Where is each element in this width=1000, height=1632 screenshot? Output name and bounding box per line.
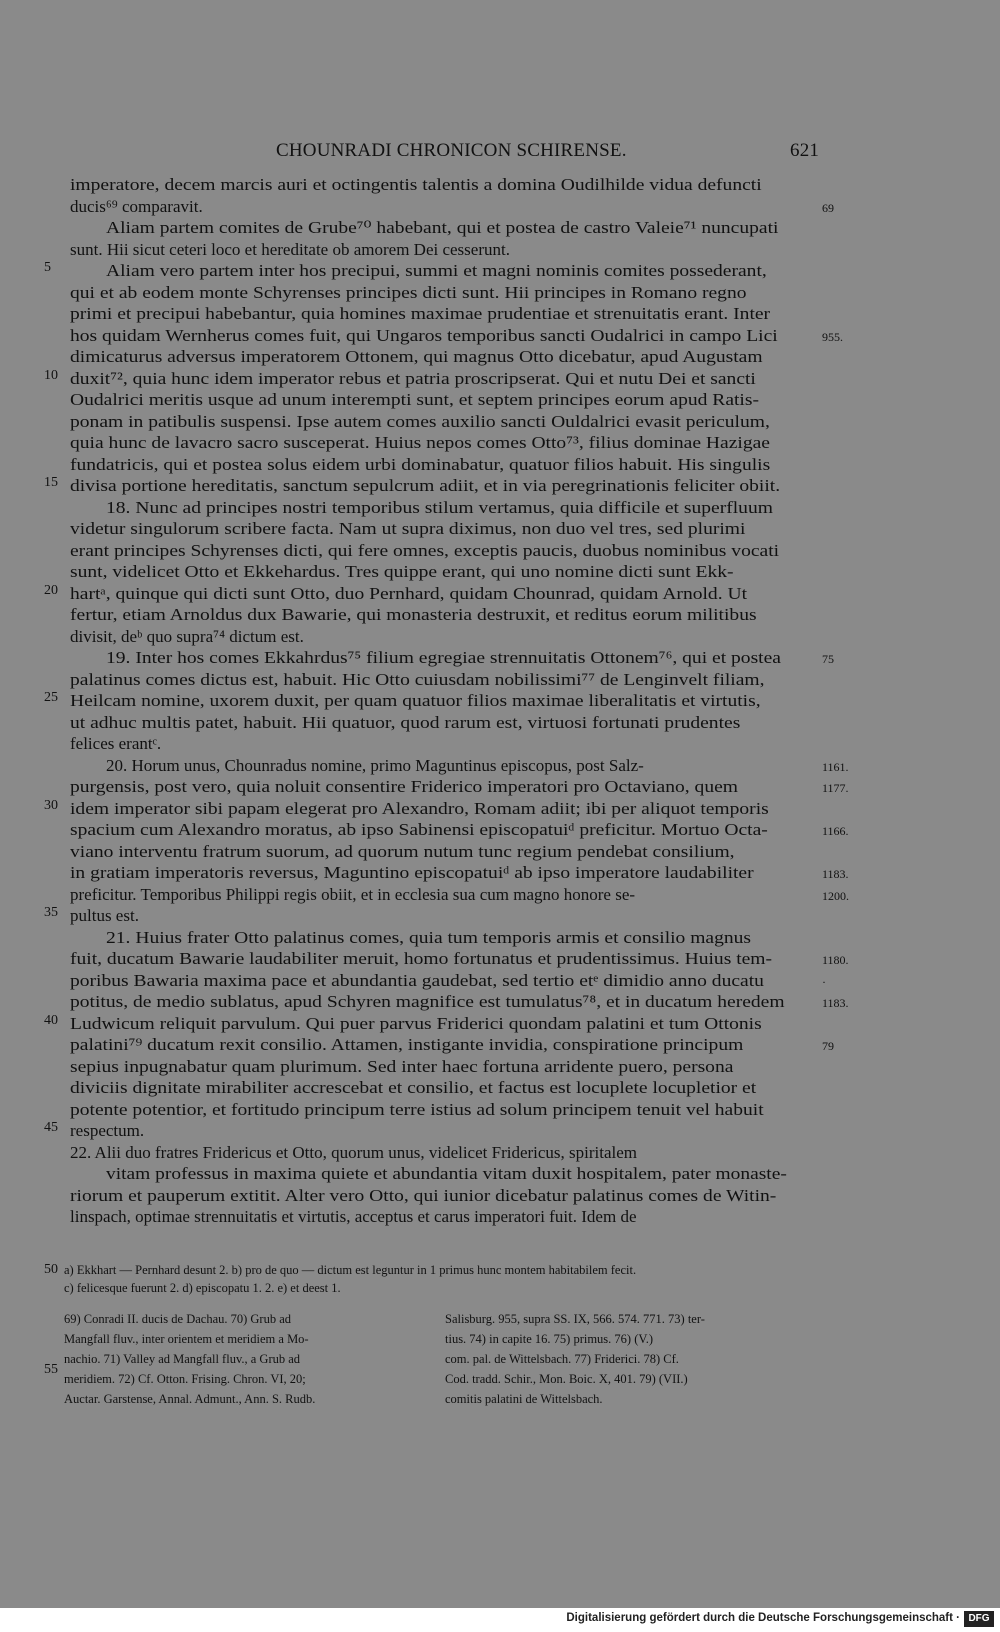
text-line: preficitur. Temporibus Philippi regis obiit, et in ecclesia sua cum magno honore se- bbox=[70, 884, 636, 904]
margin-note: 1183. bbox=[822, 996, 849, 1010]
text-line: fundatricis, qui et postea solus eidem urbi dominabatur, quatuor filios habuit. His singulis bbox=[70, 454, 771, 474]
text-line: Ludwicum reliquit parvulum. Qui puer parvus Friderici quondam palatini et tum Ottonis bbox=[70, 1013, 762, 1033]
text-line: Aliam vero partem inter hos precipui, summi et magni nominis comites possederant, bbox=[106, 261, 767, 280]
line-number: 10 bbox=[44, 367, 58, 383]
footnote-line: c) felicesque fuerunt 2. d) episcopatu 1. 2. e) et deest 1. bbox=[64, 1281, 341, 1295]
text-line: palatini⁷⁹ ducatum rexit consilio. Attamen, instigante invidia, conspiratione principum bbox=[70, 1035, 744, 1054]
text-line: videtur singulorum scribere facta. Nam ut supra diximus, non duo vel tres, sed plurimi bbox=[70, 519, 746, 538]
margin-note: 69 bbox=[822, 200, 834, 215]
running-title: CHOUNRADI CHRONICON SCHIRENSE. bbox=[276, 140, 627, 161]
text-line: erant principes Schyrenses dicti, qui fere omnes, exceptis paucis, duobus nominibus vocati bbox=[70, 540, 780, 560]
text-line: ponam in patibulis suspensi. Ipse autem comes auxilio sancti Ouldalrici evasit periculum, bbox=[70, 411, 770, 431]
footnote-line: com. pal. de Wittelsbach. 77) Friderici. 78) Cf. bbox=[445, 1352, 679, 1366]
line-number: 20 bbox=[44, 582, 58, 598]
text-line: pultus est. bbox=[70, 906, 139, 925]
text-line: spacium cum Alexandro moratus, ab ipso Sabinensi episcopatuiᵈ preficitur. Mortuo Octa- bbox=[70, 820, 768, 839]
line-number: 55 bbox=[44, 1362, 58, 1377]
line-number: 25 bbox=[44, 690, 58, 705]
text-line: imperatore, decem marcis auri et octingentis talentis a domina Oudilhilde vidua defuncti bbox=[70, 175, 762, 194]
text-line: ut adhuc multis patet, habuit. Hii quatuor, quod rarum est, virtuosi fortunati prudentes bbox=[70, 712, 741, 732]
text-line: divisa portione hereditatis, sanctum sepulcrum adiit, et in via peregrinationis feliciter obiit. bbox=[70, 476, 781, 495]
text-line: potitus, de medio sublatus, apud Schyren magnifice est tumulatus⁷⁸, et in ducatum heredem bbox=[70, 992, 785, 1011]
text-line: 22. Alii duo fratres Fridericus et Otto, quorum unus, videlicet Fridericus, spiritalem bbox=[70, 1142, 638, 1162]
footnote-line: nachio. 71) Valley ad Mangfall fluv., a Grub ad bbox=[64, 1352, 301, 1366]
text-line: hos quidam Wernherus comes fuit, qui Ungaros temporibus sancti Oudalrici in campo Lici bbox=[70, 325, 778, 345]
funding-notice: Digitalisierung gefördert durch die Deutsche Forschungsgemeinschaft · bbox=[566, 1612, 960, 1624]
text-line: in gratiam imperatoris reversus, Maguntino episcopatuiᵈ ab ipso imperatore laudabiliter bbox=[70, 863, 754, 882]
footnote-line: comitis palatini de Wittelsbach. bbox=[445, 1392, 603, 1406]
line-number: 15 bbox=[44, 475, 58, 490]
footnote-line: a) Ekkhart — Pernhard desunt 2. b) pro de quo — dictum est leguntur in 1 primus hunc montem habitabilem fecit. bbox=[64, 1263, 637, 1277]
text-line: sunt, videlicet Otto et Ekkehardus. Tres quippe erant, qui uno nomine dicti sunt Ekk- bbox=[70, 562, 734, 581]
text-line: potente potentior, et fortitudo principum terre istius ad solum principem tenuit vel habuit bbox=[70, 1099, 764, 1119]
margin-note: 1183. bbox=[822, 867, 849, 881]
footnote-line: 69) Conradi II. ducis de Dachau. 70) Grub ad bbox=[64, 1312, 292, 1326]
text-line: felices erantᶜ. bbox=[70, 734, 162, 753]
footnote-line: tius. 74) in capite 16. 75) primus. 76) (V.) bbox=[445, 1332, 654, 1346]
text-line: dimicaturus adversus imperatorem Ottonem, qui magnus Otto dicebatur, apud Augustam bbox=[70, 347, 763, 366]
text-line: sepius inpugnabatur quam plurimum. Sed inter haec fortuna arridente puero, persona bbox=[70, 1056, 734, 1076]
page-number: 621 bbox=[790, 140, 820, 161]
footnote-line: Auctar. Garstense, Annal. Admunt., Ann. S. Rudb. bbox=[64, 1392, 316, 1406]
text-line: idem imperator sibi papam elegerat pro Alexandro, Romam adiit; ibi per aliquot temporis bbox=[70, 798, 769, 818]
margin-note: 1200. bbox=[822, 888, 849, 903]
text-line: poribus Bawaria maxima pace et abundantia gaudebat, sed tertio etᵉ dimidio anno ducatu bbox=[70, 970, 764, 990]
margin-note: 1166. bbox=[822, 824, 849, 838]
line-number: 35 bbox=[44, 905, 58, 920]
footer-bar bbox=[0, 1608, 1000, 1632]
margin-note: 1161. bbox=[822, 759, 849, 774]
text-line: quia hunc de lavacro sacro susceperat. Huius nepos comes Otto⁷³, filius dominae Hazigae bbox=[70, 433, 770, 452]
margin-note: 1180. bbox=[822, 953, 849, 967]
text-line: riorum et pauperum extitit. Alter vero Otto, qui iunior dicebatur palatinus comes de Witin- bbox=[70, 1185, 777, 1205]
text-line: sunt. Hii sicut ceteri loco et hereditate ob amorem Dei cesserunt. bbox=[70, 239, 510, 259]
margin-note: · bbox=[822, 974, 826, 989]
text-line: Oudalrici meritis usque ad unum interempti sunt, et septem principes eorum apud Ratis- bbox=[70, 390, 759, 409]
footnote-line: Cod. tradd. Schir., Mon. Boic. X, 401. 79) (VII.) bbox=[445, 1372, 688, 1386]
text-line: diviciis dignitate mirabiliter accrescebat et consilio, et factus est locuplete locupletior et bbox=[70, 1078, 757, 1097]
text-line: vitam professus in maxima quiete et abundantia vitam duxit hospitalem, pater monaste- bbox=[106, 1164, 787, 1183]
margin-note: 75 bbox=[822, 652, 834, 666]
text-line: primi et precipui habebantur, quia homines maximae prudentiae et strenuitatis erant. Inter bbox=[70, 304, 771, 323]
footnote-line: meridiem. 72) Cf. Otton. Frising. Chron. VI, 20; bbox=[64, 1372, 306, 1386]
text-line: fertur, etiam Arnoldus dux Bawarie, qui monasteria destruxit, et reditus eorum militibus bbox=[70, 605, 757, 624]
text-line: 21. Huius frater Otto palatinus comes, quia tum temporis armis et consilio magnus bbox=[106, 927, 752, 947]
line-number: 30 bbox=[44, 797, 58, 813]
text-line: 19. Inter hos comes Ekkahrdus⁷⁵ filium egregiae strennuitatis Ottonem⁷⁶, qui et postea bbox=[106, 648, 781, 667]
margin-note: 79 bbox=[822, 1039, 834, 1053]
text-line: fuit, ducatum Bawarie laudabiliter meruit, homo fortunatus et prudentissimus. Huius tem- bbox=[70, 949, 773, 968]
text-line: Aliam partem comites de Grube⁷⁰ habebant, qui et postea de castro Valeie⁷¹ nuncupati bbox=[106, 218, 779, 237]
line-number: 50 bbox=[44, 1262, 58, 1277]
line-number: 45 bbox=[44, 1120, 58, 1135]
text-line: qui et ab eodem monte Schyrenses principes dicti sunt. Hii principes in Romano regno bbox=[70, 282, 747, 302]
text-line: viano interventu fratrum suorum, ad quorum nutum tunc regium pendebat consilium, bbox=[70, 841, 735, 861]
page-header bbox=[0, 140, 1000, 164]
text-line: purgensis, post vero, quia noluit consentire Friderico imperatori pro Octaviano, quem bbox=[70, 777, 738, 796]
text-line: linspach, optimae strennuitatis et virtutis, acceptus et carus imperatori fuit. Idem de bbox=[70, 1207, 637, 1226]
margin-note: 1177. bbox=[822, 781, 849, 795]
text-line: divisit, deᵇ quo supra⁷⁴ dictum est. bbox=[70, 626, 304, 646]
text-line: duxit⁷², quia hunc idem imperator rebus et patria proscripserat. Qui et nutu Dei et sancti bbox=[70, 368, 756, 388]
text-line: 20. Horum unus, Chounradus nomine, primo Maguntinus episcopus, post Salz- bbox=[106, 755, 644, 775]
footnote-line: Salisburg. 955, supra SS. IX, 566. 574. 771. 73) ter- bbox=[445, 1312, 705, 1326]
margin-note: 955. bbox=[822, 329, 843, 344]
text-line: Heilcam nomine, uxorem duxit, per quam quatuor filios maximae liberalitatis et virtutis, bbox=[70, 691, 761, 710]
text-line: palatinus comes dictus est, habuit. Hic Otto cuiusdam nobilissimi⁷⁷ de Lenginvelt filiam, bbox=[70, 669, 765, 689]
line-number: 5 bbox=[44, 260, 51, 275]
dfg-logo: DFG bbox=[964, 1611, 994, 1627]
line-number: 40 bbox=[44, 1012, 58, 1028]
footnote-line: Mangfall fluv., inter orientem et meridiem a Mo- bbox=[64, 1332, 309, 1346]
text-line: respectum. bbox=[70, 1121, 145, 1140]
text-line: hartᵃ, quinque qui dicti sunt Otto, duo Pernhard, quidam Chounrad, quidam Arnold. Ut bbox=[70, 583, 748, 603]
text-line: ducis⁶⁹ comparavit. bbox=[70, 196, 203, 216]
text-line: 18. Nunc ad principes nostri temporibus stilum vertamus, quia difficile et superfluum bbox=[106, 497, 773, 517]
